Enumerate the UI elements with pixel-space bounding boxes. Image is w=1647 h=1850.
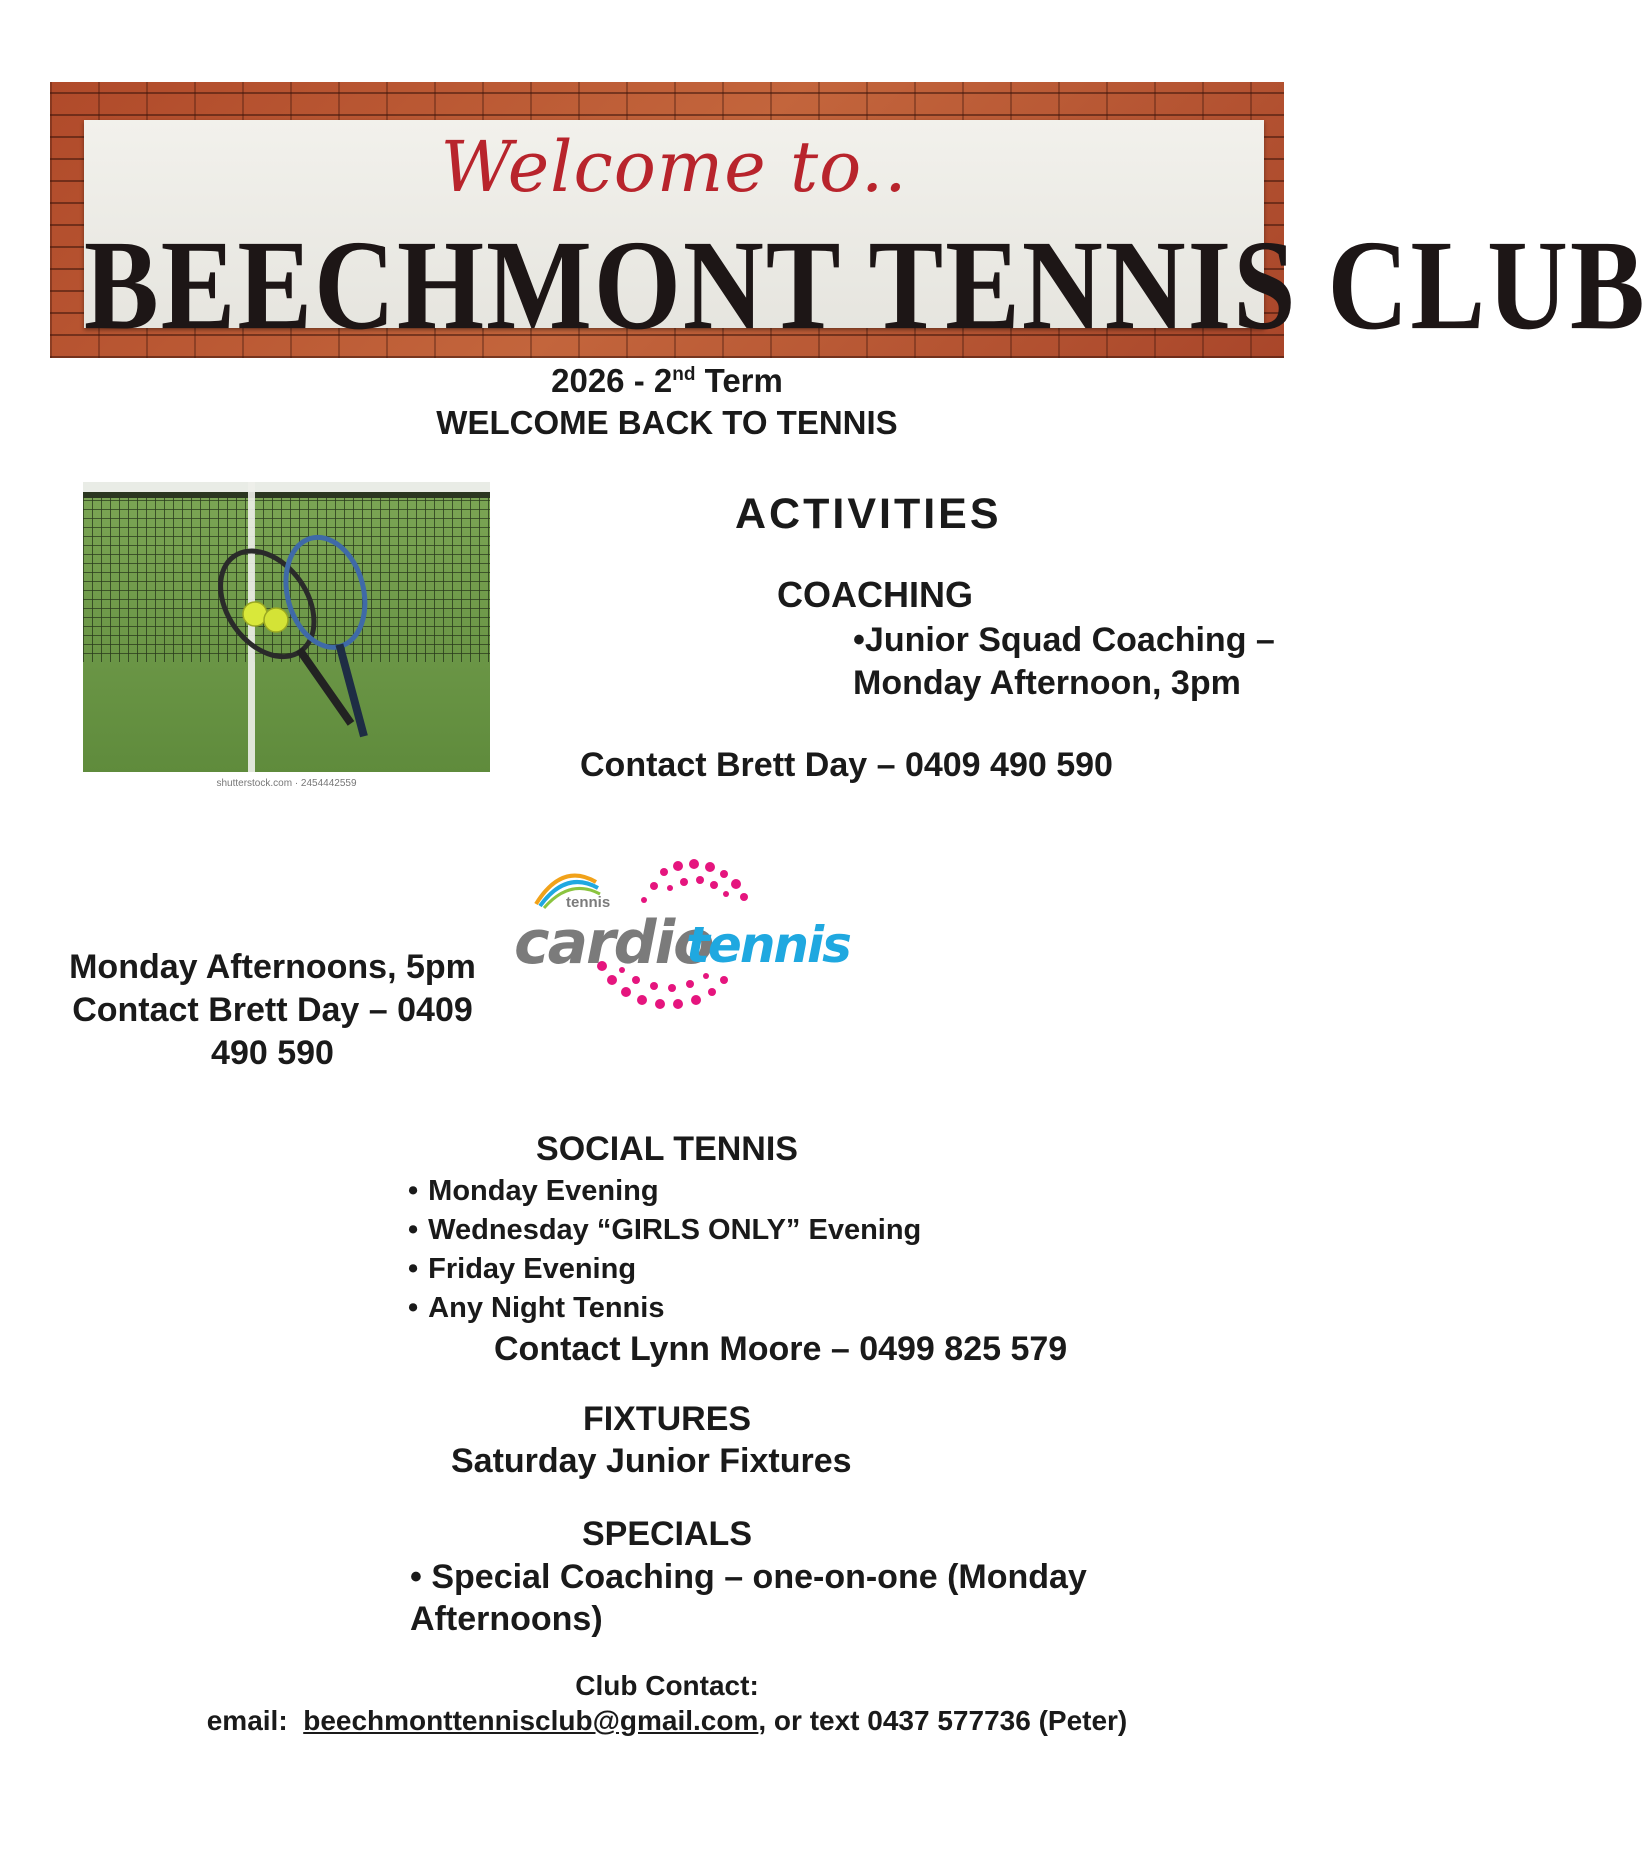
fixtures-item: Saturday Junior Fixtures bbox=[451, 1442, 852, 1480]
specials-item: • Special Coaching – one-on-one (Monday Afternoons) bbox=[410, 1558, 1087, 1638]
list-item: • Friday Evening bbox=[408, 1250, 921, 1289]
cardio-tennis-details bbox=[0, 946, 545, 1075]
club-contact-heading: Club Contact: bbox=[575, 1670, 759, 1701]
tennis-racquets-photo bbox=[83, 482, 490, 772]
specials-heading: SPECIALS bbox=[581, 1515, 753, 1553]
club-contact-line bbox=[0, 1705, 1334, 1737]
club-email-link[interactable]: beechmonttennisclub@gmail.com bbox=[303, 1705, 759, 1736]
list-item: • Any Night Tennis bbox=[408, 1289, 921, 1328]
term-ordinal: nd bbox=[672, 364, 696, 385]
list-item: • Wednesday “GIRLS ONLY” Evening bbox=[408, 1211, 921, 1250]
banner-sign-board bbox=[84, 120, 1647, 357]
coaching-item: •Junior Squad Coaching – Monday Afternoon, 3pm bbox=[853, 621, 1275, 702]
banner-welcome-text: Welcome to.. bbox=[440, 126, 908, 208]
cardio-logo-word-cardio: cardio bbox=[514, 908, 713, 978]
photo-caption: shutterstock.com · 2454442559 bbox=[216, 778, 357, 789]
list-item: • Monday Evening bbox=[408, 1172, 921, 1211]
cardio-contact-line2: 490 590 bbox=[211, 1034, 334, 1072]
cardio-contact-line1: Contact Brett Day – 0409 bbox=[72, 991, 473, 1029]
banner-club-name: BEECHMONT TENNIS CLUB bbox=[84, 214, 1647, 357]
coaching-contact: Contact Brett Day – 0409 490 590 bbox=[580, 746, 1113, 784]
club-text-contact: , or text 0437 577736 (Peter) bbox=[758, 1705, 1128, 1736]
cardio-tennis-logo bbox=[514, 852, 850, 1022]
email-label: email: bbox=[206, 1705, 304, 1736]
term-suffix: Term bbox=[695, 362, 783, 399]
term-year: 2026 - 2 bbox=[551, 362, 673, 399]
racquets-on-court-illustration bbox=[83, 482, 490, 772]
activities-heading: ACTIVITIES bbox=[735, 490, 1002, 538]
fixtures-heading: FIXTURES bbox=[582, 1400, 752, 1438]
cardio-time: Monday Afternoons, 5pm bbox=[69, 948, 476, 986]
cardio-logo-word-tennis: tennis bbox=[686, 916, 850, 974]
social-tennis-list bbox=[408, 1172, 921, 1328]
welcome-banner bbox=[50, 82, 1647, 358]
welcome-back-heading: WELCOME BACK TO TENNIS bbox=[436, 404, 898, 441]
term-heading bbox=[0, 362, 1334, 400]
cardio-logo-small-tennis: tennis bbox=[566, 894, 611, 911]
social-tennis-contact: Contact Lynn Moore – 0499 825 579 bbox=[494, 1330, 1068, 1368]
coaching-heading: COACHING bbox=[777, 574, 973, 615]
social-tennis-heading: SOCIAL TENNIS bbox=[536, 1130, 798, 1168]
